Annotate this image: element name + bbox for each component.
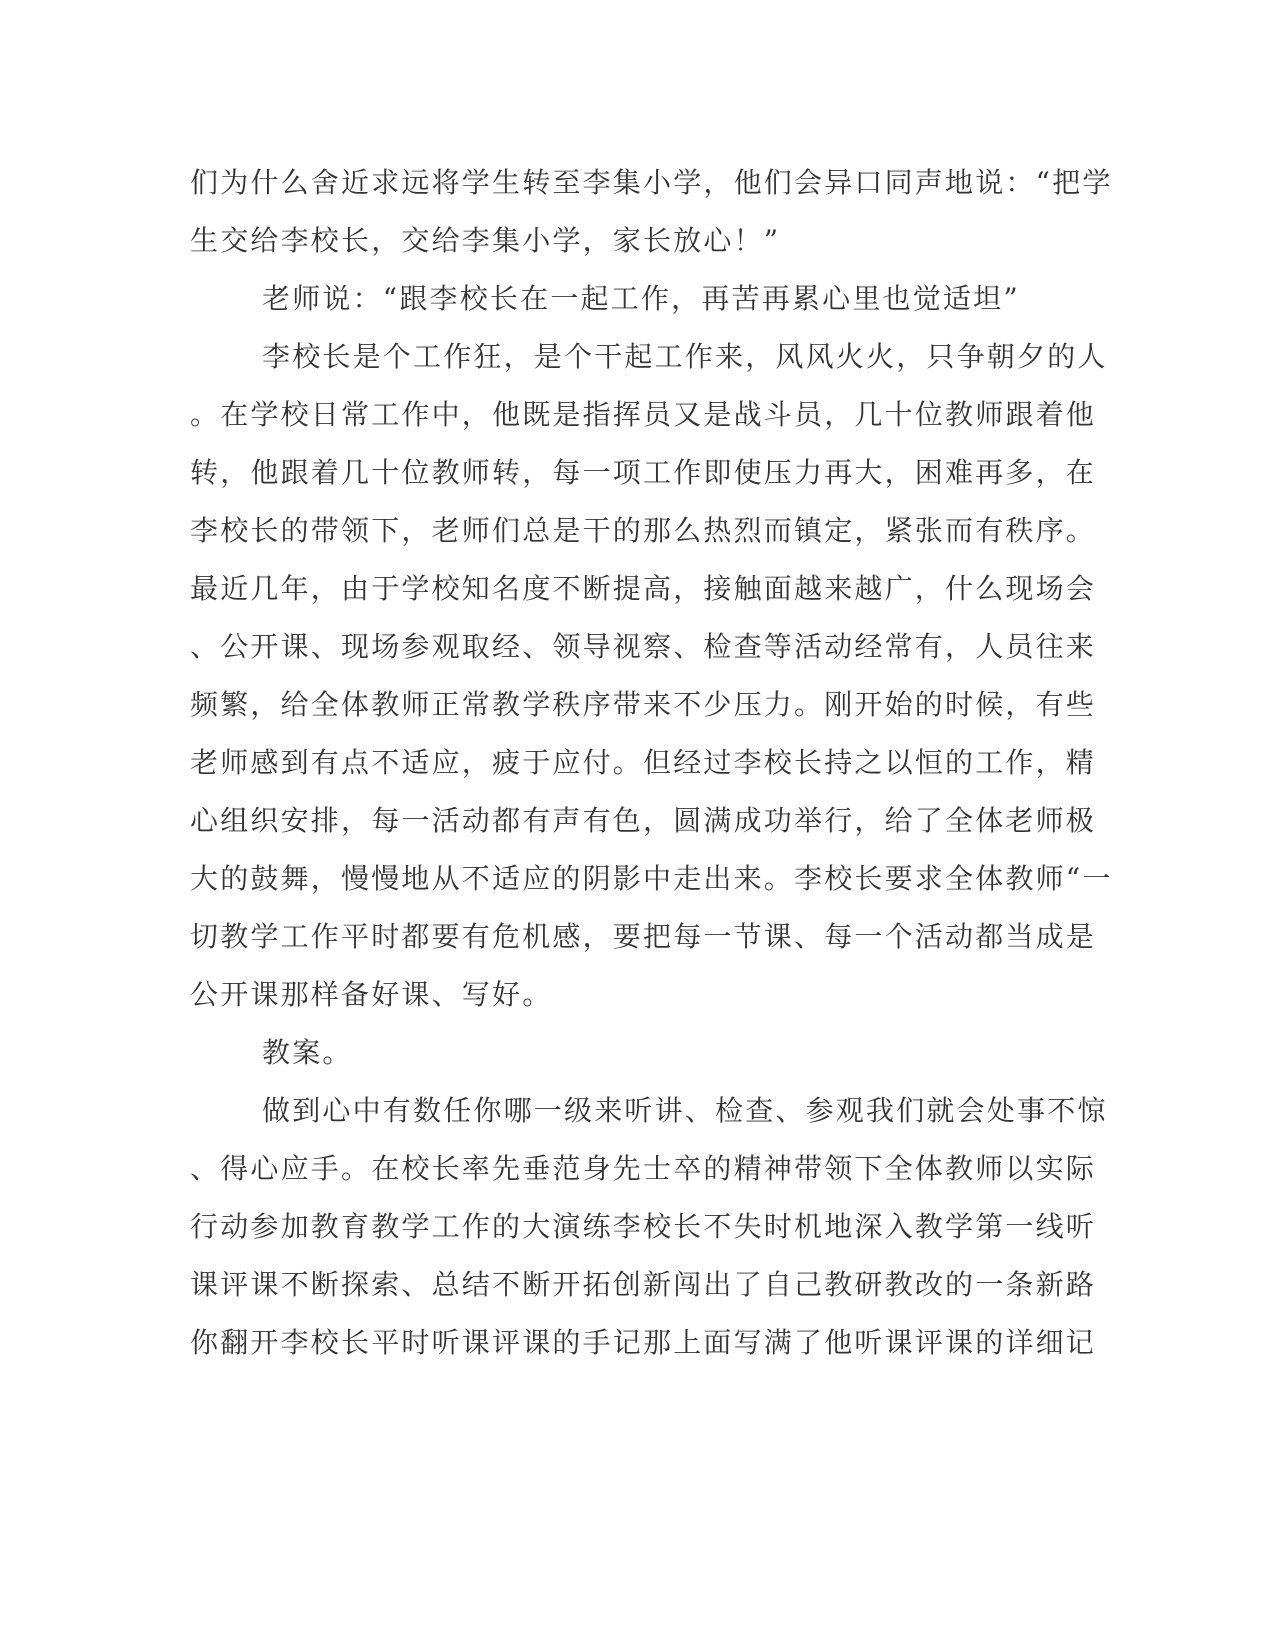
paragraph-first-line: 老师说：“跟李校长在一起工作，再苦再累心里也觉适坦”	[262, 282, 1020, 315]
text-line: 切教学工作平时都要有危机感，要把每一节课、每一个活动都当成是	[190, 920, 1097, 953]
text-line: 。在学校日常工作中，他既是指挥员又是战斗员，几十位教师跟着他	[190, 398, 1097, 431]
text-line: 转，他跟着几十位教师转，每一项工作即使压力再大，困难再多，在	[190, 456, 1097, 489]
text-line: 公开课那样备好课、写好。	[190, 978, 553, 1011]
text-line: 生交给李校长，交给李集小学，家长放心！”	[190, 224, 781, 257]
paragraph-first-line: 做到心中有数任你哪一级来听讲、检查、参观我们就会处事不惊	[262, 1094, 1108, 1127]
text-line: 最近几年，由于学校知名度不断提高，接触面越来越广，什么现场会	[190, 572, 1097, 605]
text-line: 李校长的带领下，老师们总是干的那么热烈而镇定，紧张而有秩序。	[190, 514, 1097, 547]
paragraph-first-line: 李校长是个工作狂，是个干起工作来，风风火火，只争朝夕的人	[262, 340, 1108, 373]
text-line: 心组织安排，每一活动都有声有色，圆满成功举行，给了全体老师极	[190, 804, 1097, 837]
text-line: 频繁，给全体教师正常教学秩序带来不少压力。刚开始的时候，有些	[190, 688, 1097, 721]
text-line: 大的鼓舞，慢慢地从不适应的阴影中走出来。李校长要求全体教师“一	[190, 862, 1113, 895]
text-line: 、得心应手。在校长率先垂范身先士卒的精神带领下全体教师以实际	[190, 1152, 1097, 1185]
text-line: 、公开课、现场参观取经、领导视察、检查等活动经常有，人员往来	[190, 630, 1097, 663]
text-line: 们为什么舍近求远将学生转至李集小学，他们会异口同声地说：“把学	[190, 166, 1113, 199]
text-line: 老师感到有点不适应，疲于应付。但经过李校长持之以恒的工作，精	[190, 746, 1097, 779]
paragraph-first-line: 教案。	[262, 1036, 353, 1069]
text-line: 课评课不断探索、总结不断开拓创新闯出了自己教研教改的一条新路	[190, 1268, 1097, 1301]
text-line: 你翻开李校长平时听课评课的手记那上面写满了他听课评课的详细记	[190, 1326, 1097, 1359]
text-line: 行动参加教育教学工作的大演练李校长不失时机地深入教学第一线听	[190, 1210, 1097, 1243]
